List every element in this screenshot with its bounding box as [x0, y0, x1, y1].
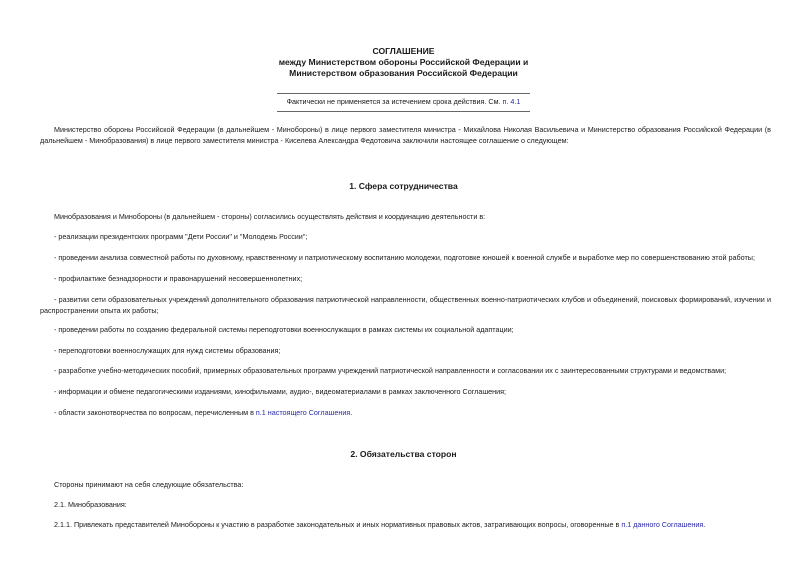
list-item-tail: .: [350, 408, 353, 417]
list-item: - проведении анализа совместной работы по духовному, нравственному и патриотическому воспитанию молодежи, подготовке юношей к военной службе и выработке мер по совершенствованию этой работы;: [54, 253, 755, 262]
subsection-2-1-1: [40, 520, 771, 531]
title-line-1: СОГЛАШЕНИЕ: [372, 46, 435, 56]
title-line-2: между Министерством обороны Российской Федерации и: [278, 57, 529, 67]
intro-paragraph: Министерство обороны Российской Федерации (в дальнейшем - Минобороны) в лице первого заместителя министра - Михайлова Николая Васильевича и Министерство образования Российской Федерации (в дальнейшем - Минобразования) в лице первого заместителя министра - Киселева Александра Федотовича заключили настоящее соглашение о следующем:: [40, 125, 771, 145]
section-1-heading: 1. Сфера сотрудничества: [349, 181, 458, 191]
subsection-2-1: 2.1. Минобразования:: [54, 500, 127, 509]
subsection-2-1-1-tail: .: [703, 520, 706, 529]
status-note-link[interactable]: п. 4.1: [502, 97, 521, 106]
list-item: - переподготовки военнослужащих для нужд системы образования;: [54, 346, 281, 355]
list-item: - проведении работы по созданию федеральной системы переподготовки военнослужащих в рамках системы их социальной адаптации;: [54, 325, 514, 334]
list-item: - развитии сети образовательных учреждений дополнительного образования патриотической направленности, общественных военно-патриотических клубов и объединений, поисковых формирований, изучении и распространении опыта их работы;: [40, 295, 771, 315]
title-line-3: Министерством образования Российской Федерации: [289, 68, 518, 78]
status-note-text: Фактически не применяется за истечением срока действия. См.: [286, 97, 501, 106]
document-title: [0, 46, 807, 79]
list-item: - разработке учебно-методических пособий, примерных образовательных программ учреждений патриотической направленности и согласовании их с заинтересованными структурами и ведомствами;: [54, 366, 727, 375]
list-item: - реализации президентских программ "Дети России" и "Молодежь России";: [54, 232, 308, 241]
status-note: [277, 93, 530, 112]
list-item: - профилактике безнадзорности и правонарушений несовершеннолетних;: [54, 274, 303, 283]
agreement-section-link[interactable]: п.1 данного Соглашения: [621, 520, 704, 529]
agreement-section-link[interactable]: п.1 настоящего Соглашения: [255, 408, 351, 417]
section-1-lead: Минобразования и Минобороны (в дальнейшем - стороны) согласились осуществлять действия и координацию деятельности в:: [54, 212, 486, 221]
section-2-lead: Стороны принимают на себя следующие обязательства:: [54, 480, 244, 489]
subsection-2-1-1-text: 2.1.1. Привлекать представителей Минобороны к участию в разработке законодательных и иных нормативных правовых актов, затрагивающих вопросы, оговоренные в: [54, 520, 620, 529]
list-item-text: - области законотворчества по вопросам, перечисленным в: [54, 408, 254, 417]
list-item: - информации и обмене педагогическими изданиями, кинофильмами, аудио-, видеоматериалами в рамках заключенного Соглашения;: [54, 387, 506, 396]
section-2-heading: 2. Обязательства сторон: [350, 449, 457, 459]
list-item-with-link: [40, 408, 771, 419]
